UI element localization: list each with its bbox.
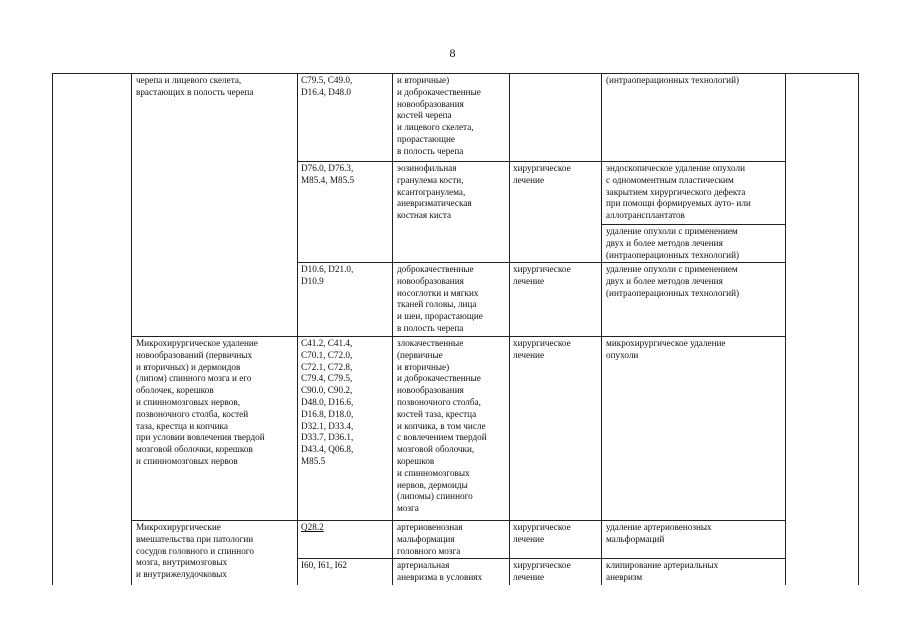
- icd-codes-cell: D76.0, D76.3, M85.4, M85.5: [301, 163, 355, 185]
- column-divider: [601, 73, 602, 585]
- column-divider: [785, 73, 786, 585]
- method-cell: (интраоперационных технологий): [606, 75, 740, 85]
- treatment-type-cell: хирургическое лечение: [513, 560, 571, 582]
- treatment-type-cell: хирургическое лечение: [513, 522, 571, 544]
- column-divider: [131, 73, 132, 585]
- method-cell: удаление опухоли с применением двух и более методов лечения (интраоперационных технологий): [606, 226, 740, 260]
- condition-cell: Микрохирургические вмешательства при патологии сосудов головного и спинного мозга, внутримозговых и внутрижелудочковых: [136, 522, 254, 580]
- column-divider: [392, 73, 393, 585]
- icd-codes-cell: C41.2, C41.4, C70.1, C72.0, C72.1, C72.8, C79.4, C79.5, C90.0, C90.2, D48.0, D16.6, D16.8, D18.0, D32.1, D33.4, D33.7, D36.1, D43.4, Q06.8, M85.5: [301, 338, 354, 466]
- table-border-top: [52, 73, 859, 74]
- diagnosis-cell: доброкачественные новообразования носоглотки и мягких тканей головы, лица и шеи, прорастающие в полость черепа: [397, 264, 483, 333]
- page-number: 8: [449, 46, 456, 60]
- diagnosis-cell: артериальная аневризма в условиях: [397, 560, 483, 582]
- diagnosis-cell: артериовенозная мальформация головного мозга: [397, 522, 463, 556]
- table-border-right: [858, 73, 859, 585]
- condition-cell: Микрохирургическое удаление новообразований (первичных и вторичных) и дермоидов (липом) спинного мозга и его оболочек, корешков и спинномозговых нервов, позвоночного столба, костей таза, крестца и копчика при условии вовлечения твердой мозговой оболочки, корешков и спинномозговых нервов: [136, 338, 265, 466]
- row-divider: [601, 224, 785, 225]
- diagnosis-cell: и вторичные) и доброкачественные новообразования костей черепа и лицевого скелета, прорастающие в полость черепа: [397, 75, 481, 156]
- column-divider: [509, 73, 510, 585]
- table-border-left: [52, 73, 53, 585]
- method-cell: клипирование артериальных аневризм: [606, 560, 719, 582]
- row-divider: [131, 336, 785, 337]
- method-cell: удаление артериовенозных мальформаций: [606, 522, 712, 544]
- method-cell: эндоскопическое удаление опухоли с одномоментным пластическим закрытием хирургического дефекта при помощи формируемых ауто- или аллотрансплантатов: [606, 163, 751, 221]
- row-divider: [297, 558, 785, 559]
- method-cell: микрохирургическое удаление опухоли: [606, 338, 726, 360]
- row-divider: [297, 262, 785, 263]
- row-divider: [297, 161, 785, 162]
- column-divider: [297, 73, 298, 585]
- icd-codes-cell: D10.6, D21.0, D10.9: [301, 264, 354, 286]
- treatment-type-cell: хирургическое лечение: [513, 264, 571, 286]
- icd-code-link[interactable]: Q28.2: [301, 522, 324, 532]
- diagnosis-cell: эозинофильная гранулема кости, ксантогранулема, аневризматическая костная киста: [397, 163, 472, 221]
- treatment-type-cell: хирургическое лечение: [513, 163, 571, 185]
- icd-codes-cell: I60, I61, I62: [301, 560, 347, 570]
- row-divider: [131, 520, 785, 521]
- method-cell: удаление опухоли с применением двух и более методов лечения (интраоперационных технологий): [606, 264, 740, 298]
- treatment-type-cell: хирургическое лечение: [513, 338, 571, 360]
- condition-cell: черепа и лицевого скелета, врастающих в полость черепа: [136, 75, 254, 97]
- icd-codes-cell: C79.5, C49.0, D16.4, D48.0: [301, 75, 353, 97]
- diagnosis-cell: злокачественные (первичные и вторичные) и доброкачественные новообразования позвоночного столба, костей таза, крестца и копчика, в том числе с вовлечением твердой мозговой оболочки, корешков и спинномозговых нервов, дермоиды (липомы) спинного мозга: [397, 338, 487, 514]
